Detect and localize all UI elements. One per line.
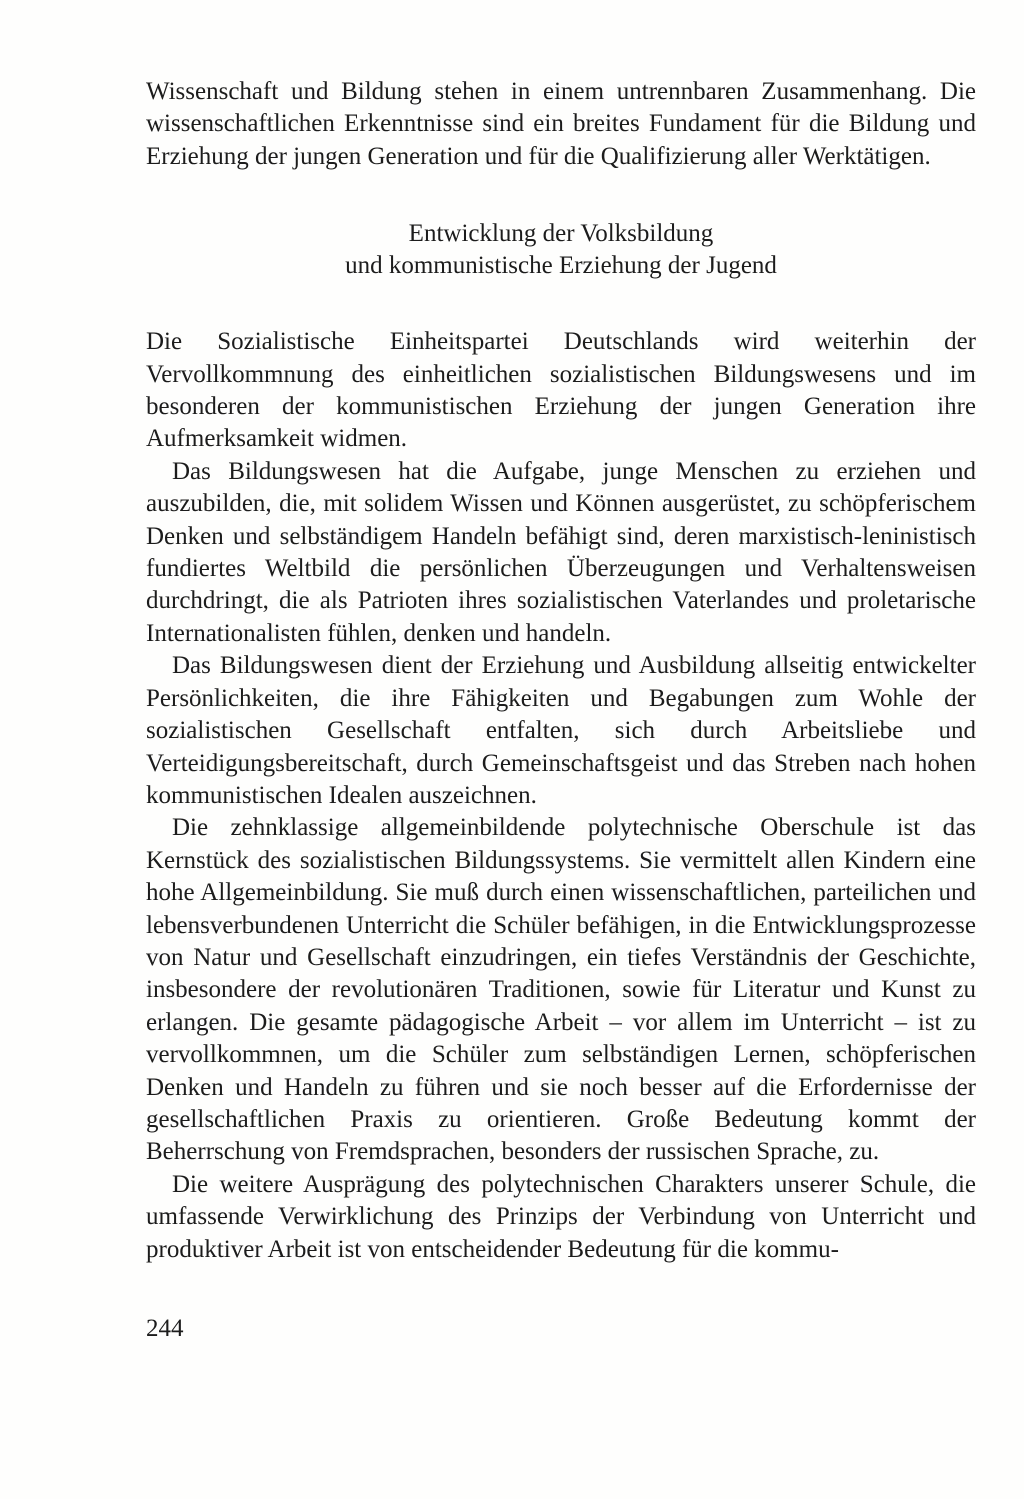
page-number: 244 bbox=[146, 1315, 184, 1342]
text-column bbox=[146, 76, 976, 1266]
body-paragraph: Die weitere Ausprägung des polytechnischen Charakters unserer Schule, die umfassende Verwirklichung des Prinzips der Verbindung von Unterricht und produktiver Arbeit ist von entscheidender Bedeutung für die kommu- bbox=[146, 1170, 976, 1263]
body-paragraph: Die zehnklassige allgemeinbildende polytechnische Oberschule ist das Kernstück des sozialistischen Bildungssystems. Sie vermittelt allen Kindern eine hohe Allgemeinbildung. Sie muß durch einen wissenschaftlichen, parteilichen und lebensverbundenen Unterricht die Schüler befähigen, in die Entwicklungsprozesse von Natur und Gesellschaft einzudringen, ein tiefes Verständnis der Geschichte, insbesondere der revolutionären Traditionen, sowie für Literatur und Kunst zu erlangen. Die gesamte pädagogische Arbeit – vor allem im Unterricht – ist zu vervollkommnen, um die Schüler zum selbständigen Lernen, schöpferischen Denken und Handeln zu führen und sie noch besser auf die Erfordernisse der gesellschaftlichen Praxis zu orientieren. Große Bedeutung kommt der Beherrschung von Fremdsprachen, besonders der russischen Sprache, zu. bbox=[146, 814, 976, 1166]
body-paragraph: Das Bildungswesen hat die Aufgabe, junge Menschen zu erziehen und auszubilden, die, mit solidem Wissen und Können ausgerüstet, zu schöpferischem Denken und selbständigem Handeln befähigt sind, deren marxistisch-leninistisch fundiertes Weltbild die persönlichen Überzeugungen und Verhaltensweisen durchdringt, die als Patrioten ihres sozialistischen Vaterlandes und proletarische Internationalisten fühlen, denken und handeln. bbox=[146, 457, 976, 647]
section-heading-line-2: und kommunistische Erziehung der Jugend bbox=[345, 252, 777, 280]
intro-paragraph: Wissenschaft und Bildung stehen in einem untrennbaren Zusammenhang. Die wissenschaftlichen Erkenntnisse sind ein breites Fundament für die Bildung und Erziehung der jungen Generation und für die Qualifizierung aller Werktätigen. bbox=[146, 78, 976, 170]
body-paragraph: Die Sozialistische Einheitspartei Deutschlands wird weiterhin der Vervollkommnung des einheitlichen sozialistischen Bildungswesens und im besonderen der kommunistischen Erziehung der jungen Generation ihre Aufmerksamkeit widmen. bbox=[146, 328, 976, 453]
body-paragraph: Das Bildungswesen dient der Erziehung und Ausbildung allseitig entwickelter Persönlichkeiten, die ihre Fähigkeiten und Begabungen zum Wohle der sozialistischen Gesellschaft entfalten, sich durch Arbeitsliebe und Verteidigungsbereitschaft, durch Gemeinschaftsgeist und das Streben nach hohen kommunistischen Idealen auszeichnen. bbox=[146, 652, 976, 809]
section-heading-line-1: Entwicklung der Volksbildung bbox=[408, 220, 714, 248]
section-heading bbox=[146, 218, 976, 282]
